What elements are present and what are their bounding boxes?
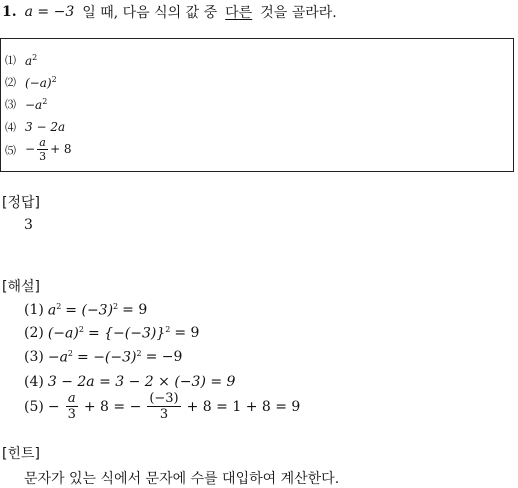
choice-label: ⑸ [5, 143, 16, 157]
hint-text: 문자가 있는 식에서 문자에 수를 대입하여 계산한다. [24, 471, 340, 487]
choices-box [0, 38, 514, 172]
hint-section-label: [힌트] [2, 446, 40, 462]
question-text: 일 때, 다음 식의 값 중 [82, 5, 218, 21]
choice-expression: − $\frac{a}{3}$ + 8 [25, 136, 72, 163]
choice-4[interactable] [5, 119, 65, 135]
fraction: $\frac{(-3)}{3}$ [149, 391, 179, 422]
answer-value: 3 [24, 217, 33, 233]
answer-section-label: [정답] [2, 195, 40, 211]
fraction: $\frac{a}{3}$ [39, 136, 47, 163]
choice-1[interactable] [5, 52, 37, 68]
question-condition: a = −3 [24, 4, 75, 20]
solution-line-4: (4) 3 − 2a = 3 − 2 × (−3) = 9 [24, 374, 236, 390]
choice-5[interactable] [5, 137, 72, 162]
choice-2[interactable] [5, 74, 57, 90]
choice-expression: 3 − 2a [25, 120, 66, 134]
choice-3[interactable] [5, 96, 47, 112]
choice-label: ⑴ [5, 54, 16, 67]
solution-line-1: (1) $a^2$ = $(-3)^2$ = 9 [24, 302, 148, 319]
question-tail: 것을 골라라. [260, 5, 337, 21]
choice-label: ⑷ [5, 121, 16, 134]
fraction: $\frac{a}{3}$ [67, 391, 76, 422]
solution-line-2: (2) $(-a)^2$ = $\{-(-3)\}^2$ = 9 [24, 325, 200, 342]
question-number: 1. [2, 4, 17, 20]
choice-label: ⑵ [5, 76, 16, 89]
solution-line-3: (3) $-a^2$ = $-(-3)^2$ = −9 [24, 349, 183, 366]
choice-expression: $a^2$ [25, 52, 38, 68]
solution-line-5: (5) − $\frac{a}{3}$ + 8 = − $\frac{(-3)}{3}$ + 8 = 1 + 8 = 9 [24, 391, 301, 422]
choice-expression: $(-a)^2$ [25, 74, 57, 90]
choice-expression: $-a^2$ [25, 96, 48, 112]
choice-label: ⑶ [5, 98, 16, 111]
question-emphasis: 다른 [225, 5, 253, 21]
question-title [2, 0, 337, 24]
solution-section-label: [해설] [2, 279, 40, 295]
